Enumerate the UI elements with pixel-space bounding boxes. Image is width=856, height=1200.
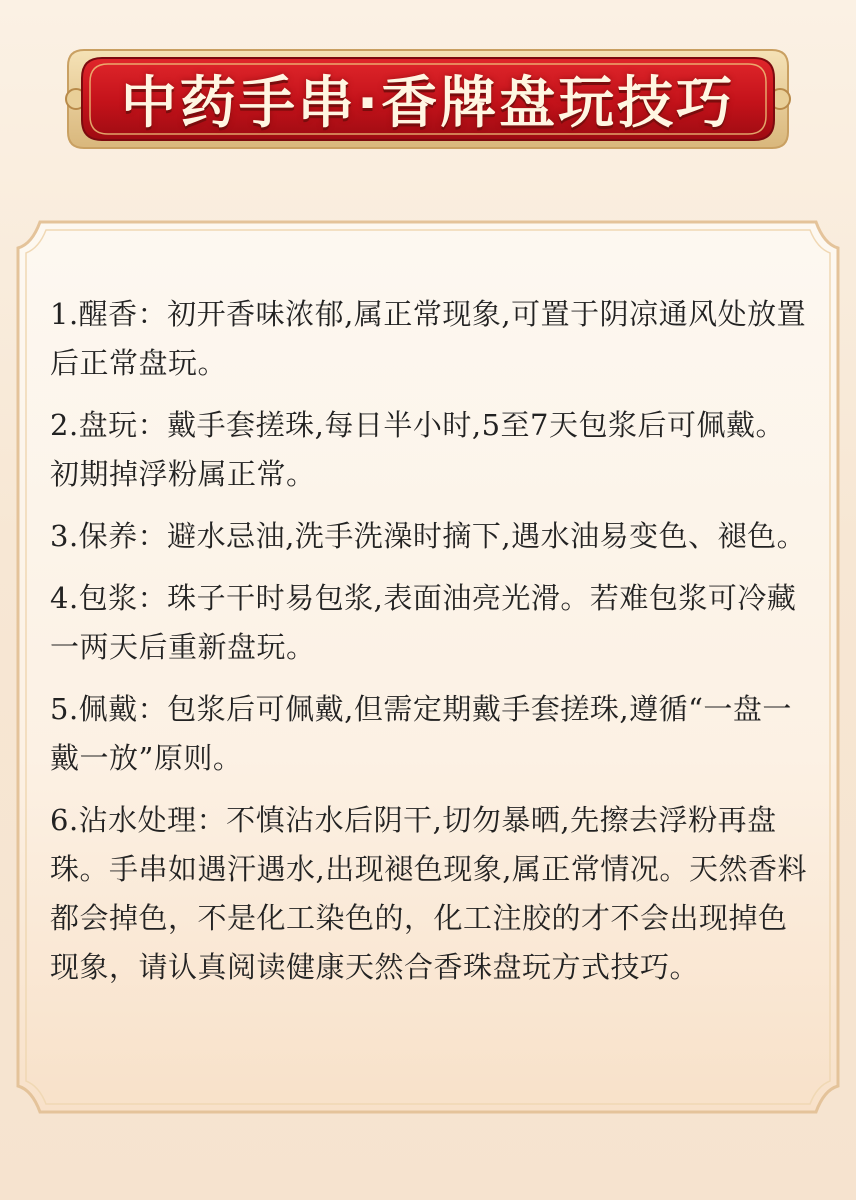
title-banner	[62, 44, 794, 154]
tip-baoyang: 3.保养：避水忌油,洗手洗澡时摘下,遇水油易变色、褪色。	[50, 519, 807, 553]
page-title: 中药手串·香牌盘玩技巧	[120, 71, 736, 136]
tips-card	[14, 218, 842, 1116]
tip-peidai: 5.佩戴：包浆后可佩戴,但需定期戴手套搓珠,遵循“一盘一戴一放”原则。	[50, 692, 792, 775]
tips-list	[50, 290, 810, 1005]
tip-baojiang: 4.包浆：珠子干时易包浆,表面油亮光滑。若难包浆可冷藏一两天后重新盘玩。	[50, 581, 797, 664]
tip-xingxiang: 1.醒香：初开香味浓郁,属正常现象,可置于阴凉通风处放置后正常盘玩。	[50, 297, 807, 380]
tip-zhanshui: 6.沾水处理：不慎沾水后阴干,切勿暴晒,先擦去浮粉再盘珠。手串如遇汗遇水,出现褪色现象,属正常情况。天然香料都会掉色，不是化工染色的，化工注胶的才不会出现掉色现象，请认真阅读健康天然合香珠盘玩方式技巧。	[50, 803, 807, 984]
tip-panwan: 2.盘玩：戴手套搓珠,每日半小时,5至7天包浆后可佩戴。初期掉浮粉属正常。	[50, 408, 786, 491]
